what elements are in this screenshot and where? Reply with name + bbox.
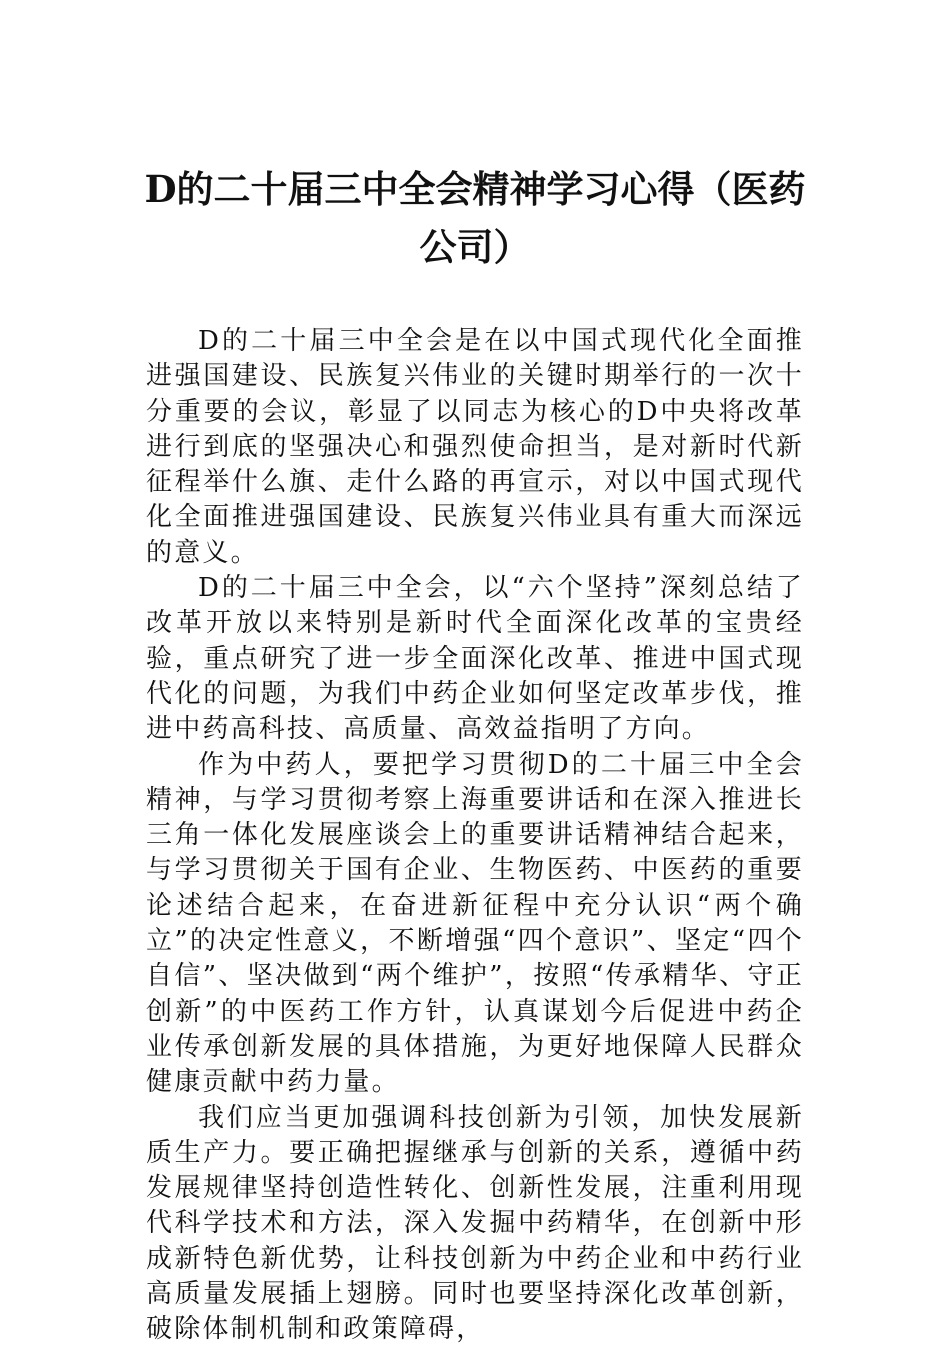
paragraph-3: 作为中药人，要把学习贯彻D的二十届三中全会精神，与学习贯彻考察上海重要讲话和在深入推进长三角一体化发展座谈会上的重要讲话精神结合起来，与学习贯彻关于国有企业、生物医药、中医药的重要论述结合起来，在奋进新征程中充分认识“两个确立”的决定性意义，不断增强“四个意识”、坚定“四个自信”、坚决做到“两个维护”，按照“传承精华、守正创新”的中医药工作方针，认真谋划今后促进中药企业传承创新发展的具体措施，为更好地保障人民群众健康贡献中药力量。 [146, 749, 804, 1098]
document-title [140, 160, 810, 276]
paragraph-2: D的二十届三中全会，以“六个坚持”深刻总结了改革开放以来特别是新时代全面深化改革的宝贵经验，重点研究了进一步全面深化改革、推进中国式现代化的问题，为我们中药企业如何坚定改革步伐，推进中药高科技、高质量、高效益指明了方向。 [146, 573, 804, 745]
title-line-1: D的二十届三中全会精神学习心得（医药 [144, 167, 806, 211]
title-line-2: 公司） [419, 225, 531, 269]
paragraph-4: 我们应当更加强调科技创新为引领，加快发展新质生产力。要正确把握继承与创新的关系，遵循中药发展规律坚持创造性转化、创新性发展，注重利用现代科学技术和方法，深入发掘中药精华，在创新中形成新特色新优势，让科技创新为中药企业和中药行业高质量发展插上翅膀。同时也要坚持深化改革创新，破除体制机制和政策障碍， [146, 1102, 804, 1345]
paragraph-1: D的二十届三中全会是在以中国式现代化全面推进强国建设、民族复兴伟业的关键时期举行的一次十分重要的会议，彰显了以同志为核心的D中央将改革进行到底的坚强决心和强烈使命担当，是对新时代新征程举什么旗、走什么路的再宣示，对以中国式现代化全面推进强国建设、民族复兴伟业具有重大而深远的意义。 [146, 326, 804, 568]
document-body [146, 324, 804, 1348]
